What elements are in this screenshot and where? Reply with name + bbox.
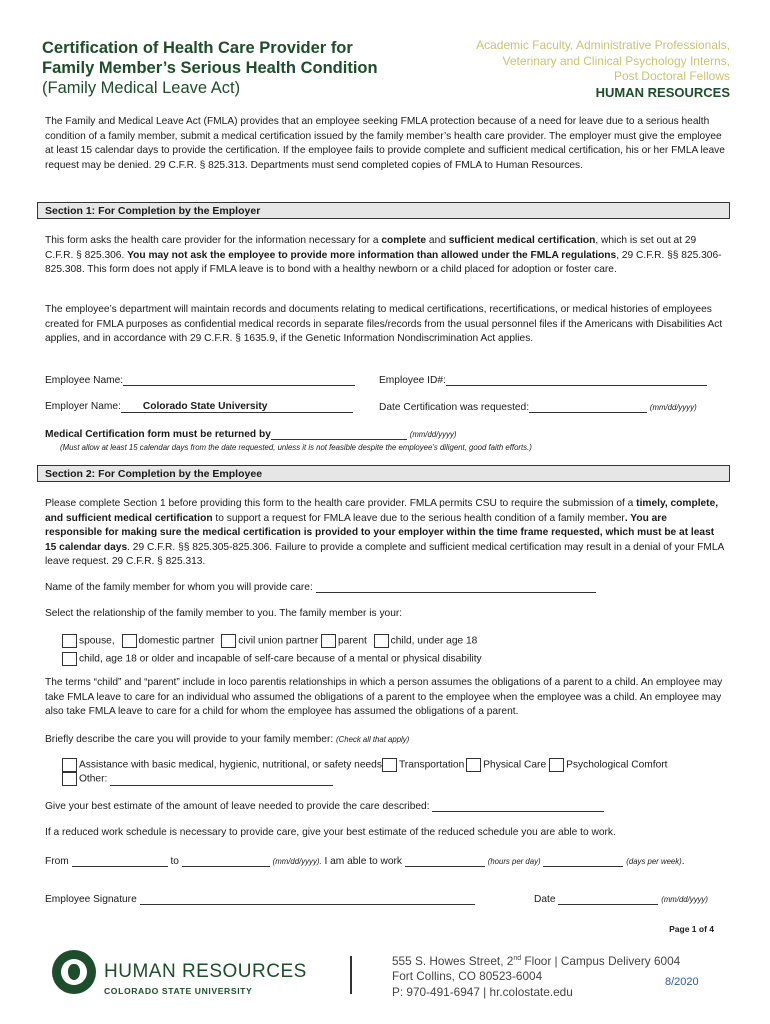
care-label-row [45, 734, 409, 745]
relationship-checkbox-civil-union[interactable] [221, 634, 236, 648]
relationship-spouse-label: spouse, [79, 635, 115, 647]
s2p1-bold-responsibility: . You are responsible for making sure the medical certification is provided to your employer within the time frame requested, which must be at least 15 calendar days [45, 512, 715, 553]
title-line-3: (Family Medical Leave Act) [42, 79, 241, 97]
from-date-field[interactable] [72, 855, 168, 867]
section-1-paragraph-2: The employee’s department will maintain records and documents relating to medical certifications, recertifications, or medical histories of employees created for FMLA purposes as confidential medical records in separate files/records from the usual personnel files if the Americans with Disabilities Act applies, and in accordance with 29 C.F.R. § 1635.9, if the Genetic Information Nondiscrimination Act applies. [45, 304, 723, 345]
schedule-fields-row [45, 855, 685, 867]
relationship-checkbox-domestic-partner[interactable] [122, 634, 137, 648]
employer-name-label: Employer Name: [45, 401, 121, 412]
s1p1-text-g: , 29 C.F.R. §§ 825.306-825.308. This form does not apply if FMLA leave is to bond with a healthy newborn or a child placed for adoption or foster care. [45, 249, 722, 276]
return-by-note: (Must allow at least 15 calendar days from the date requested, unless it is not feasible despite the employee’s diligent, good faith efforts.) [60, 443, 532, 452]
care-note: (Check all that apply) [336, 735, 410, 744]
relationship-parent-label: parent [337, 635, 367, 647]
estimate-label: Give your best estimate of the amount of leave needed to provide the care described: [45, 801, 430, 812]
signature-date-row [534, 893, 708, 905]
employee-id-row [379, 374, 707, 386]
employer-name-field[interactable]: Colorado State University [121, 401, 353, 413]
s2p1-text-a: Please complete Section 1 before providing this form to the health care provider. FMLA permits CSU to require the submission of a [45, 498, 637, 509]
address-line-2: Fort Collins, CO 80523-6004 [392, 969, 543, 984]
return-by-field[interactable] [271, 428, 407, 440]
s1p1-bold-complete: complete [381, 235, 427, 246]
care-checkbox-other[interactable] [62, 772, 77, 786]
s1p1-text-a: This form asks the health care provider for the information necessary for a [45, 235, 382, 246]
relationship-row-2 [62, 652, 482, 666]
section-2-paragraph-1 [45, 497, 725, 570]
address-line-1 [392, 951, 680, 969]
section-1-paragraph-1 [45, 234, 725, 278]
care-row-2 [62, 772, 333, 786]
employee-name-field[interactable] [123, 374, 355, 386]
return-by-note-row [60, 442, 532, 453]
relationship-domestic-partner-label: domestic partner [138, 635, 215, 647]
s1p1-bold-sufficient: sufficient medical certification [448, 235, 596, 246]
hours-note: (hours per day) [487, 857, 541, 866]
estimate-row [45, 800, 604, 812]
employee-name-label: Employee Name: [45, 375, 124, 386]
title-line-1: Certification of Health Care Provider for [42, 39, 353, 57]
signature-date-label: Date [534, 894, 556, 905]
relationship-label: Select the relationship of the family member to you. The family member is your: [45, 608, 403, 619]
address-floor-delivery: Floor | Campus Delivery 6004 [521, 953, 681, 968]
employee-id-field[interactable] [446, 374, 707, 386]
audience-line-3: Post Doctoral Fellows [613, 69, 730, 83]
from-label: From [45, 856, 69, 867]
to-label: to [170, 856, 179, 867]
days-note: (days per week) [626, 857, 682, 866]
work-label: I am able to work [324, 856, 403, 867]
audience-line-1: Academic Faculty, Administrative Professionals, [476, 38, 730, 52]
section-2-heading: Section 2: For Completion by the Employee [37, 465, 730, 482]
s1p1-text-c: and [426, 235, 449, 246]
logo-title: HUMAN RESOURCES [104, 961, 307, 982]
hours-field[interactable] [405, 855, 485, 867]
s2p1-text-c: to support a request for FMLA leave due to the serious health condition of a family member [212, 512, 625, 524]
signature-row [45, 893, 475, 905]
family-member-row [45, 581, 596, 593]
relationship-adult-child-label: child, age 18 or older and incapable of self-care because of a mental or physical disability [79, 653, 482, 665]
care-other-label: Other: [79, 773, 108, 785]
care-checkbox-psychological[interactable] [549, 758, 564, 772]
care-checkbox-transportation[interactable] [382, 758, 397, 772]
date-requested-label: Date Certification was requested: [379, 402, 530, 413]
employee-id-label: Employee ID#: [379, 375, 446, 386]
relationship-checkbox-parent[interactable] [321, 634, 336, 648]
signature-field[interactable] [140, 893, 475, 905]
s2p1-text-e: . 29 C.F.R. §§ 825.305-825.306. Failure to provide a complete and sufficient medical certification may result in a denial of your FMLA leave request. 29 C.F.R. § 825.313. [45, 541, 724, 568]
care-assistance-label: Assistance with basic medical, hygienic, nutritional, or safety needs [79, 759, 382, 771]
form-title [42, 38, 402, 98]
reduced-schedule-row [45, 827, 616, 838]
care-psychological-label: Psychological Comfort [566, 759, 668, 771]
address-floor-suffix: nd [513, 955, 522, 962]
to-date-field[interactable] [182, 855, 270, 867]
address-street: 555 S. Howes Street, 2 [392, 953, 514, 968]
care-other-field[interactable] [110, 774, 333, 786]
title-line-2: Family Member’s Serious Health Condition [42, 59, 378, 77]
address-line-3: P: 970-491-6947 | hr.colostate.edu [392, 984, 573, 999]
employer-name-row [45, 401, 353, 413]
employee-name-row [45, 374, 355, 386]
care-physical-label: Physical Care [483, 759, 547, 771]
schedule-date-format: (mm/dd/yyyy). [272, 857, 322, 866]
care-checkbox-physical[interactable] [466, 758, 481, 772]
relationship-civil-union-label: civil union partner [238, 635, 319, 647]
estimate-field[interactable] [432, 800, 604, 812]
care-checkbox-assistance[interactable] [62, 758, 77, 772]
return-by-row [45, 428, 457, 440]
footer-divider [350, 956, 352, 994]
relationship-row-1 [62, 634, 477, 648]
revision-date: 8/2020 [665, 976, 699, 988]
relationship-checkbox-adult-child[interactable] [62, 652, 77, 666]
care-label: Briefly describe the care you will provide to your family member: [45, 734, 334, 745]
footer-address [392, 951, 680, 1000]
reduced-schedule-label: If a reduced work schedule is necessary to provide care, give your best estimate of the reduced schedule you are able to work. [45, 827, 616, 838]
date-requested-row [379, 401, 697, 413]
signature-date-field[interactable] [558, 893, 658, 905]
terms-paragraph: The terms “child” and “parent” include in loco parentis relationships in which a person assumes the obligations of a parent to a child. An employee may take FMLA leave to care for an individual who assumed the obligations of a parent to the employee when the employee was a child. An employee may also take FMLA leave to care for a child for whom the employee has assumed the obligations of a parent. [45, 677, 723, 718]
audience-line-2: Veterinary and Clinical Psychology Interns, [502, 53, 730, 68]
return-by-label: Medical Certification form must be returned by [45, 429, 271, 440]
relationship-checkbox-spouse[interactable] [62, 634, 77, 648]
return-by-format: (mm/dd/yyyy) [409, 430, 457, 439]
relationship-checkbox-child-under-18[interactable] [374, 634, 389, 648]
signature-date-format: (mm/dd/yyyy) [661, 895, 709, 904]
header-audience [410, 38, 730, 101]
header-department: HUMAN RESOURCES [595, 84, 730, 100]
date-requested-field[interactable] [529, 401, 647, 413]
relationship-label-row [45, 608, 402, 619]
care-transportation-label: Transportation [398, 759, 465, 771]
csu-ram-icon [52, 950, 96, 994]
intro-paragraph: The Family and Medical Leave Act (FMLA) provides that an employee seeking FMLA protection because of a need for leave due to a serious health condition of a family member, submit a medical certification issued by the family member’s health care provider. The employer must give the employee at least 15 calendar days to provide the certification. If the employee fails to provide complete and sufficient medical certification, his or her FMLA leave request may be denied. 29 C.F.R. § 825.313. Departments must send completed copies of FMLA to Human Resources. [45, 116, 725, 171]
logo-subtitle: COLORADO STATE UNIVERSITY [104, 986, 253, 996]
relationship-child-under-18-label: child, under age 18 [390, 635, 478, 647]
schedule-period: . [681, 856, 685, 867]
page-number: Page 1 of 4 [669, 924, 714, 934]
days-field[interactable] [543, 855, 623, 867]
date-requested-format: (mm/dd/yyyy) [649, 403, 697, 412]
family-member-label: Name of the family member for whom you will provide care: [45, 582, 313, 593]
care-row-1 [62, 758, 667, 772]
s2p1-bold-timely: timely, complete, and sufficient medical certification [45, 498, 719, 524]
s1p1-bold-warning: You may not ask the employee to provide more information than allowed under the FMLA regulations [127, 249, 617, 261]
signature-label: Employee Signature [45, 894, 137, 905]
section-1-heading: Section 1: For Completion by the Employer [37, 202, 730, 219]
family-member-field[interactable] [316, 581, 596, 593]
s1p1-text-e: , which is set out at 29 C.F.R. § 825.306. [45, 235, 697, 261]
